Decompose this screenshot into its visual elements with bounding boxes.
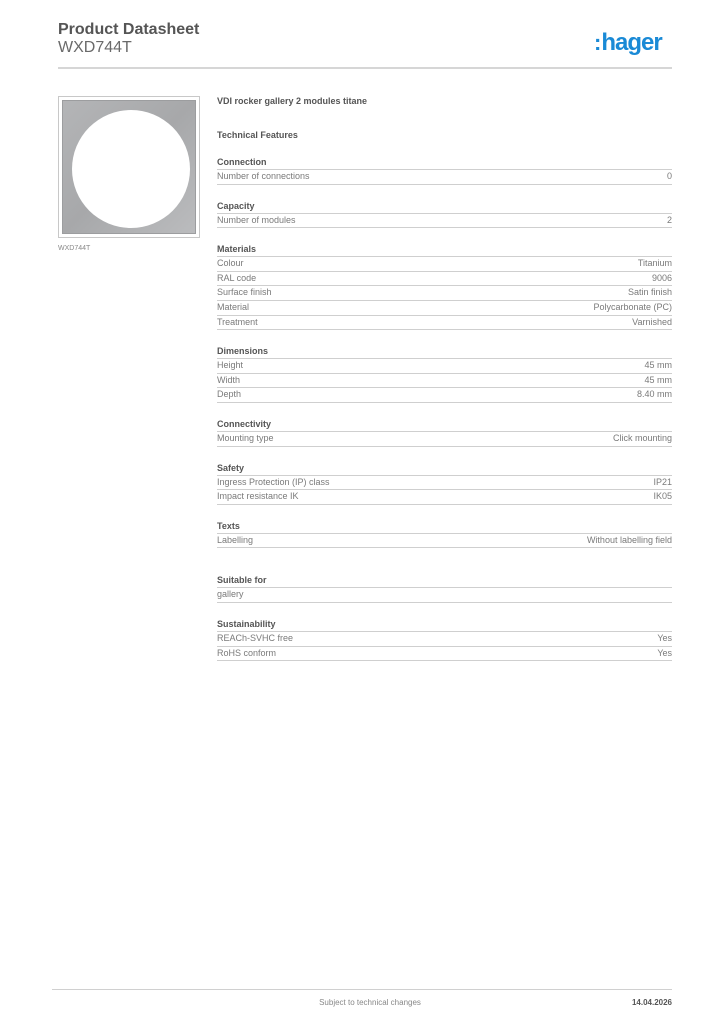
spec-group-safety — [217, 462, 672, 505]
group-title: Texts — [217, 520, 672, 534]
technical-features-heading: Technical Features — [217, 130, 298, 140]
spec-label: Number of modules — [217, 214, 296, 225]
logo-text: hager — [601, 29, 662, 56]
cover-plate-icon — [62, 100, 196, 234]
spec-label: Ingress Protection (IP) class — [217, 476, 330, 487]
spec-group-texts — [217, 520, 672, 549]
rocker-circle-icon — [72, 110, 190, 228]
spec-row — [217, 301, 672, 316]
spec-value: 8.40 mm — [636, 389, 672, 400]
spec-value: Varnished — [632, 316, 672, 327]
spec-value: 45 mm — [644, 360, 672, 371]
spec-value: Click mounting — [612, 432, 672, 443]
document-title: Product Datasheet — [58, 21, 200, 38]
footer-date: 14.04.2026 — [631, 998, 672, 1007]
spec-row — [217, 476, 672, 491]
spec-label: Material — [217, 301, 250, 312]
group-title: Connection — [217, 156, 672, 170]
product-image — [58, 96, 200, 238]
spec-label: RAL code — [217, 272, 257, 283]
spec-label: Number of connections — [217, 171, 310, 181]
spec-row — [217, 534, 672, 549]
spec-value: 9006 — [651, 272, 672, 283]
spec-value: IP21 — [653, 476, 672, 487]
spec-group-suitable-for — [217, 574, 672, 603]
image-caption: WXD744T — [58, 245, 91, 252]
spec-row — [217, 214, 672, 229]
group-title: Dimensions — [217, 345, 672, 359]
spec-row — [217, 359, 672, 374]
spec-label: RoHS conform — [217, 647, 277, 658]
spec-value: IK05 — [653, 491, 672, 502]
spec-row — [217, 432, 672, 447]
spec-row — [217, 272, 672, 287]
spec-group-materials — [217, 243, 672, 330]
spec-row — [217, 388, 672, 403]
spec-content — [217, 96, 672, 661]
group-title: Suitable for — [217, 574, 672, 588]
product-code: WXD744T — [58, 39, 132, 56]
spec-row — [217, 316, 672, 331]
spec-group-connection — [217, 156, 672, 185]
spec-row — [217, 588, 672, 603]
spec-label: REACh-SVHC free — [217, 632, 294, 643]
product-title: VDI rocker gallery 2 modules titane — [217, 96, 368, 106]
spec-value: Without labelling field — [586, 534, 672, 545]
group-title: Sustainability — [217, 618, 672, 632]
hager-logo — [594, 29, 662, 57]
spec-label: Colour — [217, 258, 244, 269]
spec-label: Width — [217, 374, 241, 385]
spec-row — [217, 490, 672, 505]
spec-value: 0 — [666, 171, 672, 181]
group-title: Capacity — [217, 200, 672, 214]
spec-value: Polycarbonate (PC) — [593, 301, 672, 312]
spec-label: Mounting type — [217, 432, 274, 443]
group-title: Materials — [217, 243, 672, 257]
spec-label: Labelling — [217, 534, 254, 545]
spec-value: Yes — [657, 647, 672, 658]
spec-label: Impact resistance IK — [217, 491, 299, 502]
spec-value: 45 mm — [644, 374, 672, 385]
spec-row — [217, 257, 672, 272]
spec-row — [217, 170, 672, 185]
footer-divider — [52, 989, 672, 990]
footer-note: Subject to technical changes — [319, 998, 421, 1007]
spec-value: Satin finish — [627, 287, 672, 298]
spec-value: 2 — [666, 214, 672, 225]
group-title: Connectivity — [217, 418, 672, 432]
spec-group-capacity — [217, 200, 672, 229]
spec-group-connectivity — [217, 418, 672, 447]
spec-row — [217, 632, 672, 647]
header-divider — [58, 67, 672, 69]
spec-label: Surface finish — [217, 287, 272, 298]
logo-colon: : — [594, 30, 602, 55]
spec-label: gallery — [217, 589, 244, 600]
spec-value: Yes — [657, 632, 672, 643]
spec-group-dimensions — [217, 345, 672, 403]
spec-label: Height — [217, 360, 244, 371]
spec-row — [217, 647, 672, 662]
spec-row — [217, 374, 672, 389]
spec-label: Treatment — [217, 316, 258, 327]
spec-label: Depth — [217, 389, 242, 400]
spec-row — [217, 286, 672, 301]
spec-group-sustainability — [217, 618, 672, 661]
group-title: Safety — [217, 462, 672, 476]
spec-value: Titanium — [637, 258, 672, 269]
